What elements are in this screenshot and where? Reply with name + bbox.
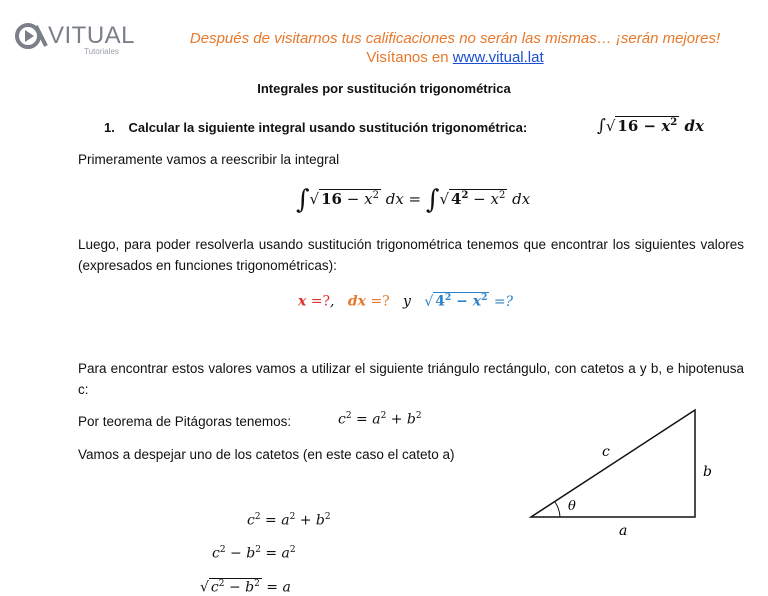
pythagoras-label: Por teorema de Pitágoras tenemos: — [78, 414, 292, 429]
leg-a-label: a — [619, 523, 628, 539]
paragraph-rewrite: Primeramente vamos a reescribir la integral — [78, 152, 340, 167]
right-triangle-diagram — [520, 400, 750, 550]
logo[interactable] — [14, 22, 134, 58]
derivation-line-3: √ $c^2 - b^2 = a$ — [200, 579, 291, 596]
problem-text: Calcular la siguiente integral usando sustitución trigonométrica: — [128, 120, 528, 135]
values-needed: x =?, dx =? y √ $4^2 - x^2$ =? — [298, 293, 514, 310]
logo-brand: VITUAL — [48, 22, 136, 49]
angle-label: θ — [568, 499, 576, 514]
logo-subtitle: Tutoriales — [84, 47, 119, 56]
pythagoras-equation: $c^2 = a^2 + b^2$ — [338, 411, 422, 428]
paragraph-solve: Vamos a despejar uno de los catetos (en este caso el cateto a) — [78, 447, 455, 462]
page-title: Integrales por sustitución trigonométrica — [257, 81, 511, 96]
problem-statement — [104, 120, 527, 135]
header-tagline: Después de visitarnos tus calificaciones no serán las mismas… ¡serán mejores! — [189, 30, 721, 47]
visit-prefix: Visítanos en — [366, 49, 453, 66]
paragraph-triangle: Para encontrar estos valores vamos a utilizar el siguiente triángulo rectángulo, con catetos a y b, e hipotenusa c: — [78, 361, 744, 397]
derivation-line-1: $c^2 = a^2 + b^2$ — [247, 512, 331, 529]
header-visit — [150, 49, 760, 66]
problem-number: 1. — [104, 120, 115, 135]
paragraph-values: Luego, para poder resolverla usando sustitución trigonométrica tenemos que encontrar los siguientes valores (expresados en funciones trigonométricas): — [78, 237, 744, 273]
vitual-link[interactable]: www.vitual.lat — [452, 49, 544, 66]
problem-integral: ∫√ $16 - x^2$ dx — [597, 116, 704, 136]
rewritten-integral: ∫√ $16 - x^2$ dx = ∫√ $4^2 - x^2$ dx — [296, 185, 531, 215]
derivation-line-2: $c^2 - b^2 = a^2$ — [212, 545, 296, 562]
leg-b-label: b — [703, 464, 712, 480]
logo-mark-icon — [14, 22, 48, 50]
hyp-label: c — [602, 444, 610, 460]
